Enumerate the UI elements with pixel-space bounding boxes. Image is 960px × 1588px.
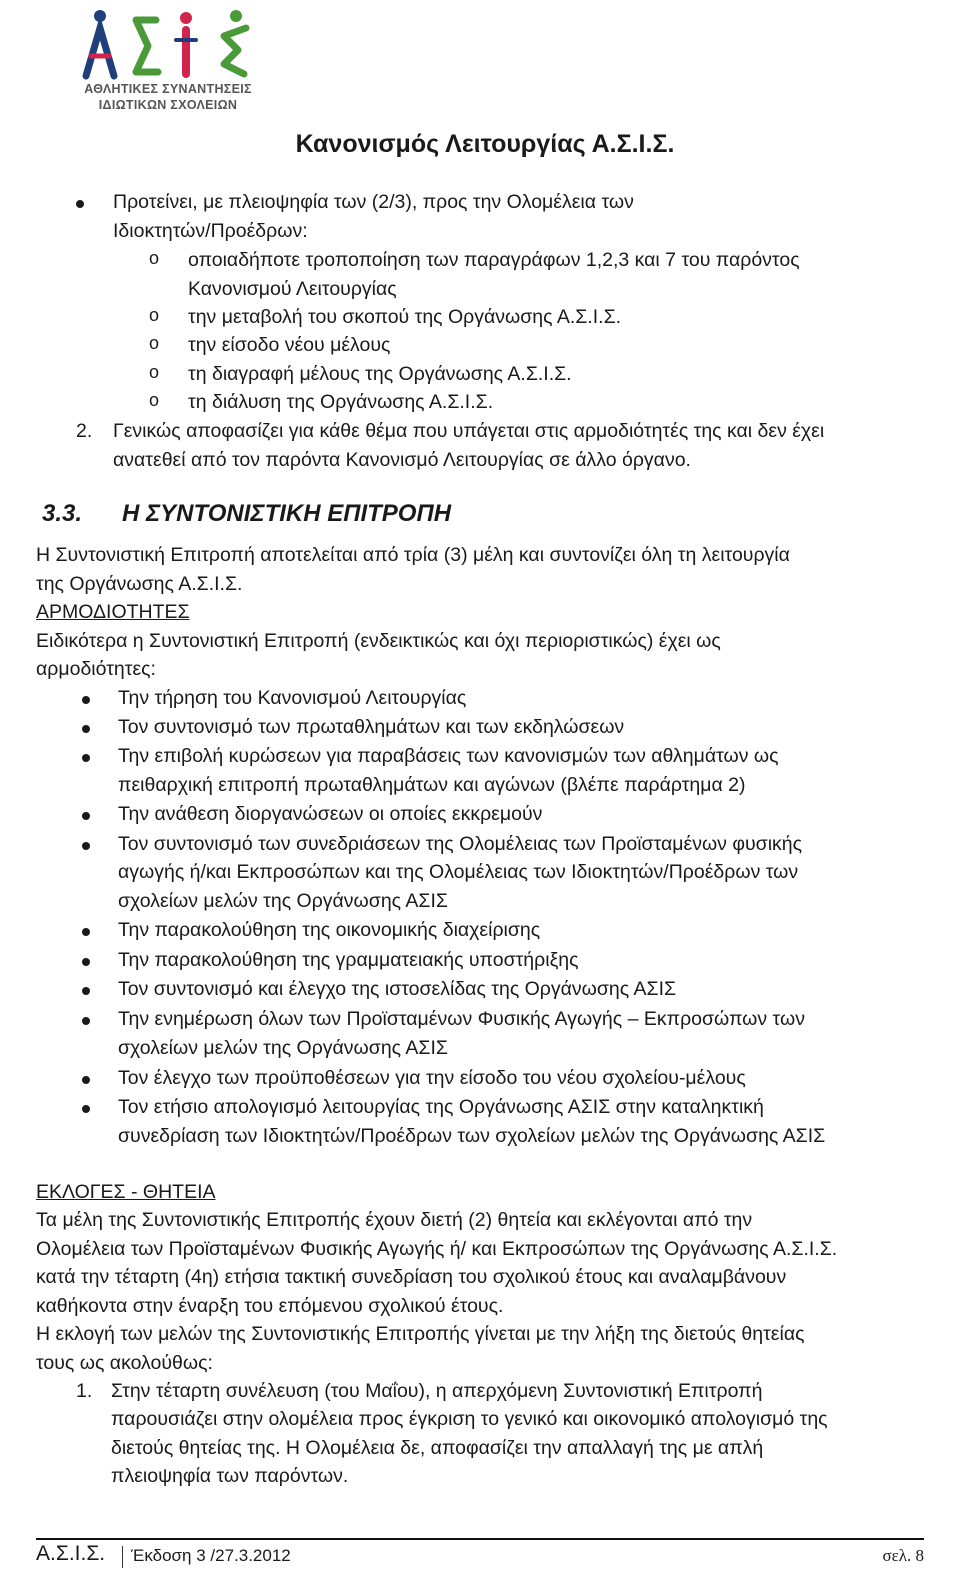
- organization-logo: [78, 6, 258, 114]
- elections-item-1-line-3: διετούς θητείας της. Η Ολομέλεια δε, αποφασίζει την απαλλαγή της με απλή: [111, 1437, 764, 1459]
- bullet-marker: [82, 812, 90, 820]
- section-title: Η ΣΥΝΤΟΝΙΣΤΙΚΗ ΕΠΙΤΡΟΠΗ: [122, 500, 452, 527]
- responsibility-6: Την παρακολούθηση της οικονομικής διαχείρισης: [118, 919, 541, 941]
- bullet-marker: [82, 928, 90, 936]
- elections-p1-line-1: Τα μέλη της Συντονιστικής Επιτροπής έχουν διετή (2) θητεία και εκλέγονται από την: [36, 1209, 753, 1231]
- section-intro-line-2: της Οργάνωσης Α.Σ.Ι.Σ.: [36, 573, 243, 595]
- elections-p1-line-4: καθήκοντα στην έναρξη του επόμενου σχολικού έτους.: [36, 1295, 504, 1317]
- elections-p2-line-1: Η εκλογή των μελών της Συντονιστικής Επιτροπής γίνεται με την λήξη της διετούς θητείας: [36, 1323, 805, 1345]
- sub-item-marker: o: [149, 248, 160, 268]
- item-2-line-2: ανατεθεί από τον παρόντα Κανονισμό Λειτουργίας σε άλλο όργανο.: [113, 449, 691, 471]
- logo-text-line-2: ΙΔΙΩΤΙΚΩΝ ΣΧΟΛΕΙΩΝ: [98, 98, 238, 112]
- elections-heading: ΕΚΛΟΓΕΣ - ΘΗΤΕΙΑ: [36, 1181, 216, 1203]
- responsibility-5-line-2: αγωγής ή/και Εκπροσώπων και της Ολομέλειας των Ιδιοκτητών/Προέδρων των: [118, 861, 799, 883]
- sub-item-marker: o: [149, 362, 160, 382]
- section-intro-line-1: Η Συντονιστική Επιτροπή αποτελείται από τρία (3) μέλη και συντονίζει όλη τη λειτουργία: [36, 544, 790, 566]
- intro-bullet-line-2: Ιδιοκτητών/Προέδρων:: [113, 220, 308, 242]
- item-2-number: 2.: [76, 420, 93, 442]
- responsibility-5-line-3: σχολείων μελών της Οργάνωσης ΑΣΙΣ: [118, 890, 448, 912]
- sub-item-3: την είσοδο νέου μέλους: [188, 334, 391, 356]
- responsibility-3-line-1: Την επιβολή κυρώσεων για παραβάσεις των κανονισμών των αθλημάτων ως: [118, 745, 779, 767]
- responsibility-9-line-1: Την ενημέρωση όλων των Προϊσταμένων Φυσικής Αγωγής – Εκπροσώπων των: [118, 1008, 805, 1030]
- bullet-marker: [82, 1105, 90, 1113]
- footer-org: Α.Σ.Ι.Σ.: [36, 1542, 106, 1565]
- responsibilities-heading: ΑΡΜΟΔΙΟΤΗΤΕΣ: [36, 601, 190, 623]
- bullet-marker: [82, 754, 90, 762]
- responsibility-10: Τον έλεγχο των προϋποθέσεων για την είσοδο του νέου σχολείου-μέλους: [118, 1067, 746, 1089]
- bullet-marker: [82, 958, 90, 966]
- elections-p1-line-3: κατά την τέταρτη (4η) ετήσια τακτική συνεδρίαση του σχολικού έτους και αναλαμβάνουν: [36, 1266, 787, 1288]
- item-2-line-1: Γενικώς αποφασίζει για κάθε θέμα που υπάγεται στις αρμοδιότητές της και δεν έχει: [113, 420, 825, 442]
- document-title: Κανονισμός Λειτουργίας Α.Σ.Ι.Σ.: [295, 130, 675, 158]
- elections-item-1-line-2: παρουσιάζει στην ολομέλεια προς έγκριση το γενικό και οικονομικό απολογισμό της: [111, 1408, 828, 1430]
- responsibility-11-line-1: Τον ετήσιο απολογισμό λειτουργίας της Οργάνωσης ΑΣΙΣ στην καταληκτική: [118, 1096, 764, 1118]
- sub-item-marker: o: [149, 333, 160, 353]
- intro-bullet-line-1: Προτείνει, με πλειοψηφία των (2/3), προς την Ολομέλεια των: [113, 191, 634, 213]
- responsibility-2: Τον συντονισμό των πρωταθλημάτων και των εκδηλώσεων: [118, 716, 625, 738]
- responsibility-8: Τον συντονισμό και έλεγχο της ιστοσελίδας της Οργάνωσης ΑΣΙΣ: [118, 978, 677, 1000]
- bullet-marker: [82, 696, 90, 704]
- elections-item-1-line-1: Στην τέταρτη συνέλευση (του Μαΐου), η απερχόμενη Συντονιστική Επιτροπή: [111, 1380, 763, 1402]
- sub-item-2: την μεταβολή του σκοπού της Οργάνωσης Α.Σ.Ι.Σ.: [188, 306, 622, 328]
- elections-item-1-line-4: πλειοψηφία των παρόντων.: [111, 1465, 349, 1487]
- bullet-marker: [82, 842, 90, 850]
- sub-item-marker: o: [149, 305, 160, 325]
- footer-page-number: σελ. 8: [882, 1546, 924, 1565]
- sub-item-1-line-2: Κανονισμού Λειτουργίας: [188, 278, 397, 300]
- elections-p1-line-2: Ολομέλεια των Προϊσταμένων Φυσικής Αγωγής ή/ και Εκπροσώπων της Οργάνωσης Α.Σ.Ι.Σ.: [36, 1238, 838, 1260]
- section-heading: [42, 500, 451, 528]
- elections-p2-line-2: τους ως ακολούθως:: [36, 1352, 213, 1374]
- responsibility-4: Την ανάθεση διοργανώσεων οι οποίες εκκρεμούν: [118, 803, 543, 825]
- bullet-marker: [82, 725, 90, 733]
- sub-item-marker: o: [149, 390, 160, 410]
- bullet-marker: [76, 200, 84, 208]
- responsibility-3-line-2: πειθαρχική επιτροπή πρωταθλημάτων και αγώνων (βλέπε παράρτημα 2): [118, 774, 746, 796]
- responsibility-11-line-2: συνεδρίαση των Ιδιοκτητών/Προέδρων των σχολείων μελών της Οργάνωσης ΑΣΙΣ: [118, 1125, 826, 1147]
- responsibilities-intro-line-1: Ειδικότερα η Συντονιστική Επιτροπή (ενδεικτικώς και όχι περιοριστικώς) έχει ως: [36, 630, 721, 652]
- sub-item-5: τη διάλυση της Οργάνωσης Α.Σ.Ι.Σ.: [188, 391, 494, 413]
- responsibility-1: Την τήρηση του Κανονισμού Λειτουργίας: [118, 687, 467, 709]
- sub-item-1-line-1: οποιαδήποτε τροποποίηση των παραγράφων 1,2,3 και 7 του παρόντος: [188, 249, 800, 271]
- bullet-marker: [82, 1076, 90, 1084]
- responsibility-9-line-2: σχολείων μελών της Οργάνωσης ΑΣΙΣ: [118, 1037, 448, 1059]
- elections-item-1-number: 1.: [76, 1380, 93, 1402]
- bullet-marker: [82, 987, 90, 995]
- bullet-marker: [82, 1017, 90, 1025]
- logo-figures-graphic: [78, 6, 258, 86]
- logo-text-line-1: ΑΘΛΗΤΙΚΕΣ ΣΥΝΑΝΤΗΣΕΙΣ: [84, 82, 252, 96]
- footer-divider: [36, 1538, 924, 1540]
- responsibility-5-line-1: Τον συντονισμό των συνεδριάσεων της Ολομέλειας των Προϊσταμένων φυσικής: [118, 833, 803, 855]
- responsibilities-intro-line-2: αρμοδιότητες:: [36, 658, 156, 680]
- responsibility-7: Την παρακολούθηση της γραμματειακής υποστήριξης: [118, 949, 579, 971]
- footer-edition: Έκδοση 3 /27.3.2012: [122, 1546, 291, 1568]
- section-number: 3.3.: [42, 500, 83, 527]
- sub-item-4: τη διαγραφή μέλους της Οργάνωσης Α.Σ.Ι.Σ.: [188, 363, 572, 385]
